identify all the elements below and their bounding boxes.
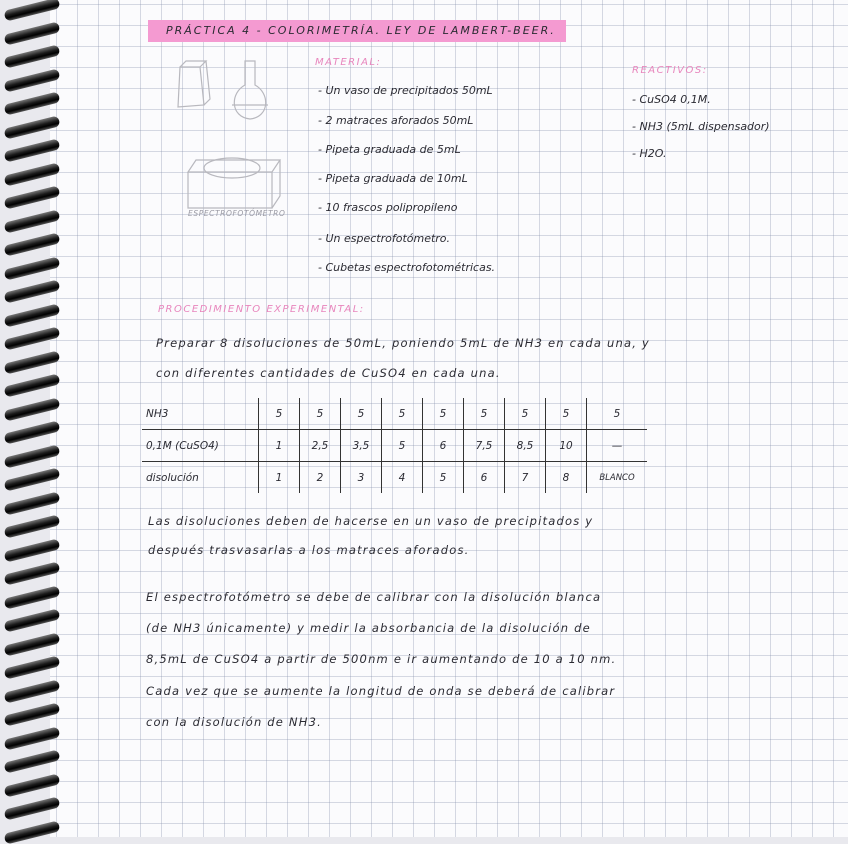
spiral-ring	[4, 491, 61, 515]
table-cell: 5	[587, 398, 648, 430]
table-row	[142, 462, 647, 494]
reactivo-item: - H2O.	[632, 147, 667, 160]
spiral-ring	[4, 608, 61, 632]
page-title: PRÁCTICA 4 - COLORIMETRÍA. LEY DE LAMBERT-BEER.	[148, 20, 566, 42]
spiral-ring	[4, 420, 61, 444]
table-cell: —	[587, 430, 648, 462]
material-heading: MATERIAL:	[315, 57, 382, 68]
spiral-ring	[4, 679, 61, 703]
procedimiento-line: Preparar 8 disoluciones de 50mL, poniendo 5mL de NH3 en cada una, y	[156, 336, 650, 350]
spiral-ring	[4, 561, 61, 585]
table-cell: 7	[505, 462, 546, 494]
spiral-ring	[4, 68, 61, 92]
spiral-ring	[4, 632, 61, 656]
table-cell: 5	[382, 430, 423, 462]
table-cell: 5	[505, 398, 546, 430]
table-cell: 8	[546, 462, 587, 494]
spiral-binding	[0, 0, 60, 837]
spiral-ring	[4, 749, 61, 773]
table-cell: 2,5	[300, 430, 341, 462]
spiral-ring	[4, 303, 61, 327]
spiral-ring	[4, 397, 61, 421]
table-cell: 5	[300, 398, 341, 430]
spiral-ring	[4, 350, 61, 374]
paragraph-line: (de NH3 únicamente) y medir la absorbancia de la disolución de	[146, 621, 591, 635]
table-cell: 7,5	[464, 430, 505, 462]
spiral-ring	[4, 467, 61, 491]
table-cell: 5	[341, 398, 382, 430]
material-item: - Pipeta graduada de 10mL	[318, 172, 468, 185]
material-item: - Un vaso de precipitados 50mL	[318, 84, 493, 97]
spiral-ring	[4, 209, 61, 233]
reactivos-heading: REACTIVOS:	[632, 65, 708, 76]
table-cell: BLANCO	[599, 472, 635, 483]
spiral-ring	[4, 138, 61, 162]
row-label: 0,1M (CuSO4)	[142, 430, 259, 462]
spiral-ring	[4, 115, 61, 139]
reactivo-item: - CuSO4 0,1M.	[632, 93, 711, 106]
table-cell: 8,5	[505, 430, 546, 462]
material-item: - Cubetas espectrofotométricas.	[318, 261, 496, 274]
spiral-ring	[4, 773, 61, 797]
material-item: - 10 frascos polipropileno	[318, 201, 458, 214]
table-cell: 5	[423, 398, 464, 430]
glassware-sketch	[170, 55, 280, 125]
spiral-ring	[4, 21, 61, 45]
paragraph-line: 8,5mL de CuSO4 a partir de 500nm e ir aumentando de 10 a 10 nm.	[146, 652, 617, 666]
spiral-ring	[4, 514, 61, 538]
material-item: - Un espectrofotómetro.	[318, 232, 451, 245]
table-row	[142, 430, 647, 462]
paragraph-line: después trasvasarlas a los matraces aforados.	[148, 543, 470, 557]
spiral-ring	[4, 44, 61, 68]
table-cell: 5	[382, 398, 423, 430]
table-cell: 5	[464, 398, 505, 430]
spiral-ring	[4, 256, 61, 280]
material-item: - Pipeta graduada de 5mL	[318, 143, 461, 156]
table-cell: 1	[259, 430, 300, 462]
spiral-ring	[4, 279, 61, 303]
spiral-ring	[4, 444, 61, 468]
reactivo-item: - NH3 (5mL dispensador)	[632, 120, 770, 133]
table-cell: 6	[464, 462, 505, 494]
table-row	[142, 398, 647, 430]
spiral-ring	[4, 326, 61, 350]
table-cell: 3	[341, 462, 382, 494]
spiral-ring	[4, 0, 61, 22]
table-cell: 5	[546, 398, 587, 430]
spiral-ring	[4, 702, 61, 726]
table-cell: 4	[382, 462, 423, 494]
table-cell: 5	[259, 398, 300, 430]
procedimiento-heading: PROCEDIMIENTO EXPERIMENTAL:	[158, 304, 365, 315]
table-cell: 2	[300, 462, 341, 494]
table-cell: 6	[423, 430, 464, 462]
spiral-ring	[4, 162, 61, 186]
paragraph-line: con la disolución de NH3.	[146, 715, 322, 729]
spiral-ring	[4, 796, 61, 820]
table-cell: 1	[259, 462, 300, 494]
paragraph-line: Cada vez que se aumente la longitud de onda se deberá de calibrar	[146, 684, 616, 698]
spiral-ring	[4, 820, 61, 844]
table-cell: 5	[423, 462, 464, 494]
table-cell: 10	[546, 430, 587, 462]
spiral-ring	[4, 232, 61, 256]
table-cell: 3,5	[341, 430, 382, 462]
spiral-ring	[4, 726, 61, 750]
spiral-ring	[4, 91, 61, 115]
spiral-ring	[4, 585, 61, 609]
row-label: disolución	[142, 462, 259, 494]
paragraph-line: Las disoluciones deben de hacerse en un vaso de precipitados y	[148, 514, 594, 528]
material-item: - 2 matraces aforados 50mL	[318, 114, 474, 127]
spectrophotometer-label: ESPECTROFOTÓMETRO	[188, 209, 286, 218]
spiral-ring	[4, 655, 61, 679]
spiral-ring	[4, 373, 61, 397]
spiral-ring	[4, 185, 61, 209]
row-label: NH3	[142, 398, 259, 430]
paragraph-line: El espectrofotómetro se debe de calibrar con la disolución blanca	[146, 590, 602, 604]
spiral-ring	[4, 538, 61, 562]
dilution-table	[142, 398, 647, 493]
procedimiento-line: con diferentes cantidades de CuSO4 en cada una.	[156, 366, 501, 380]
